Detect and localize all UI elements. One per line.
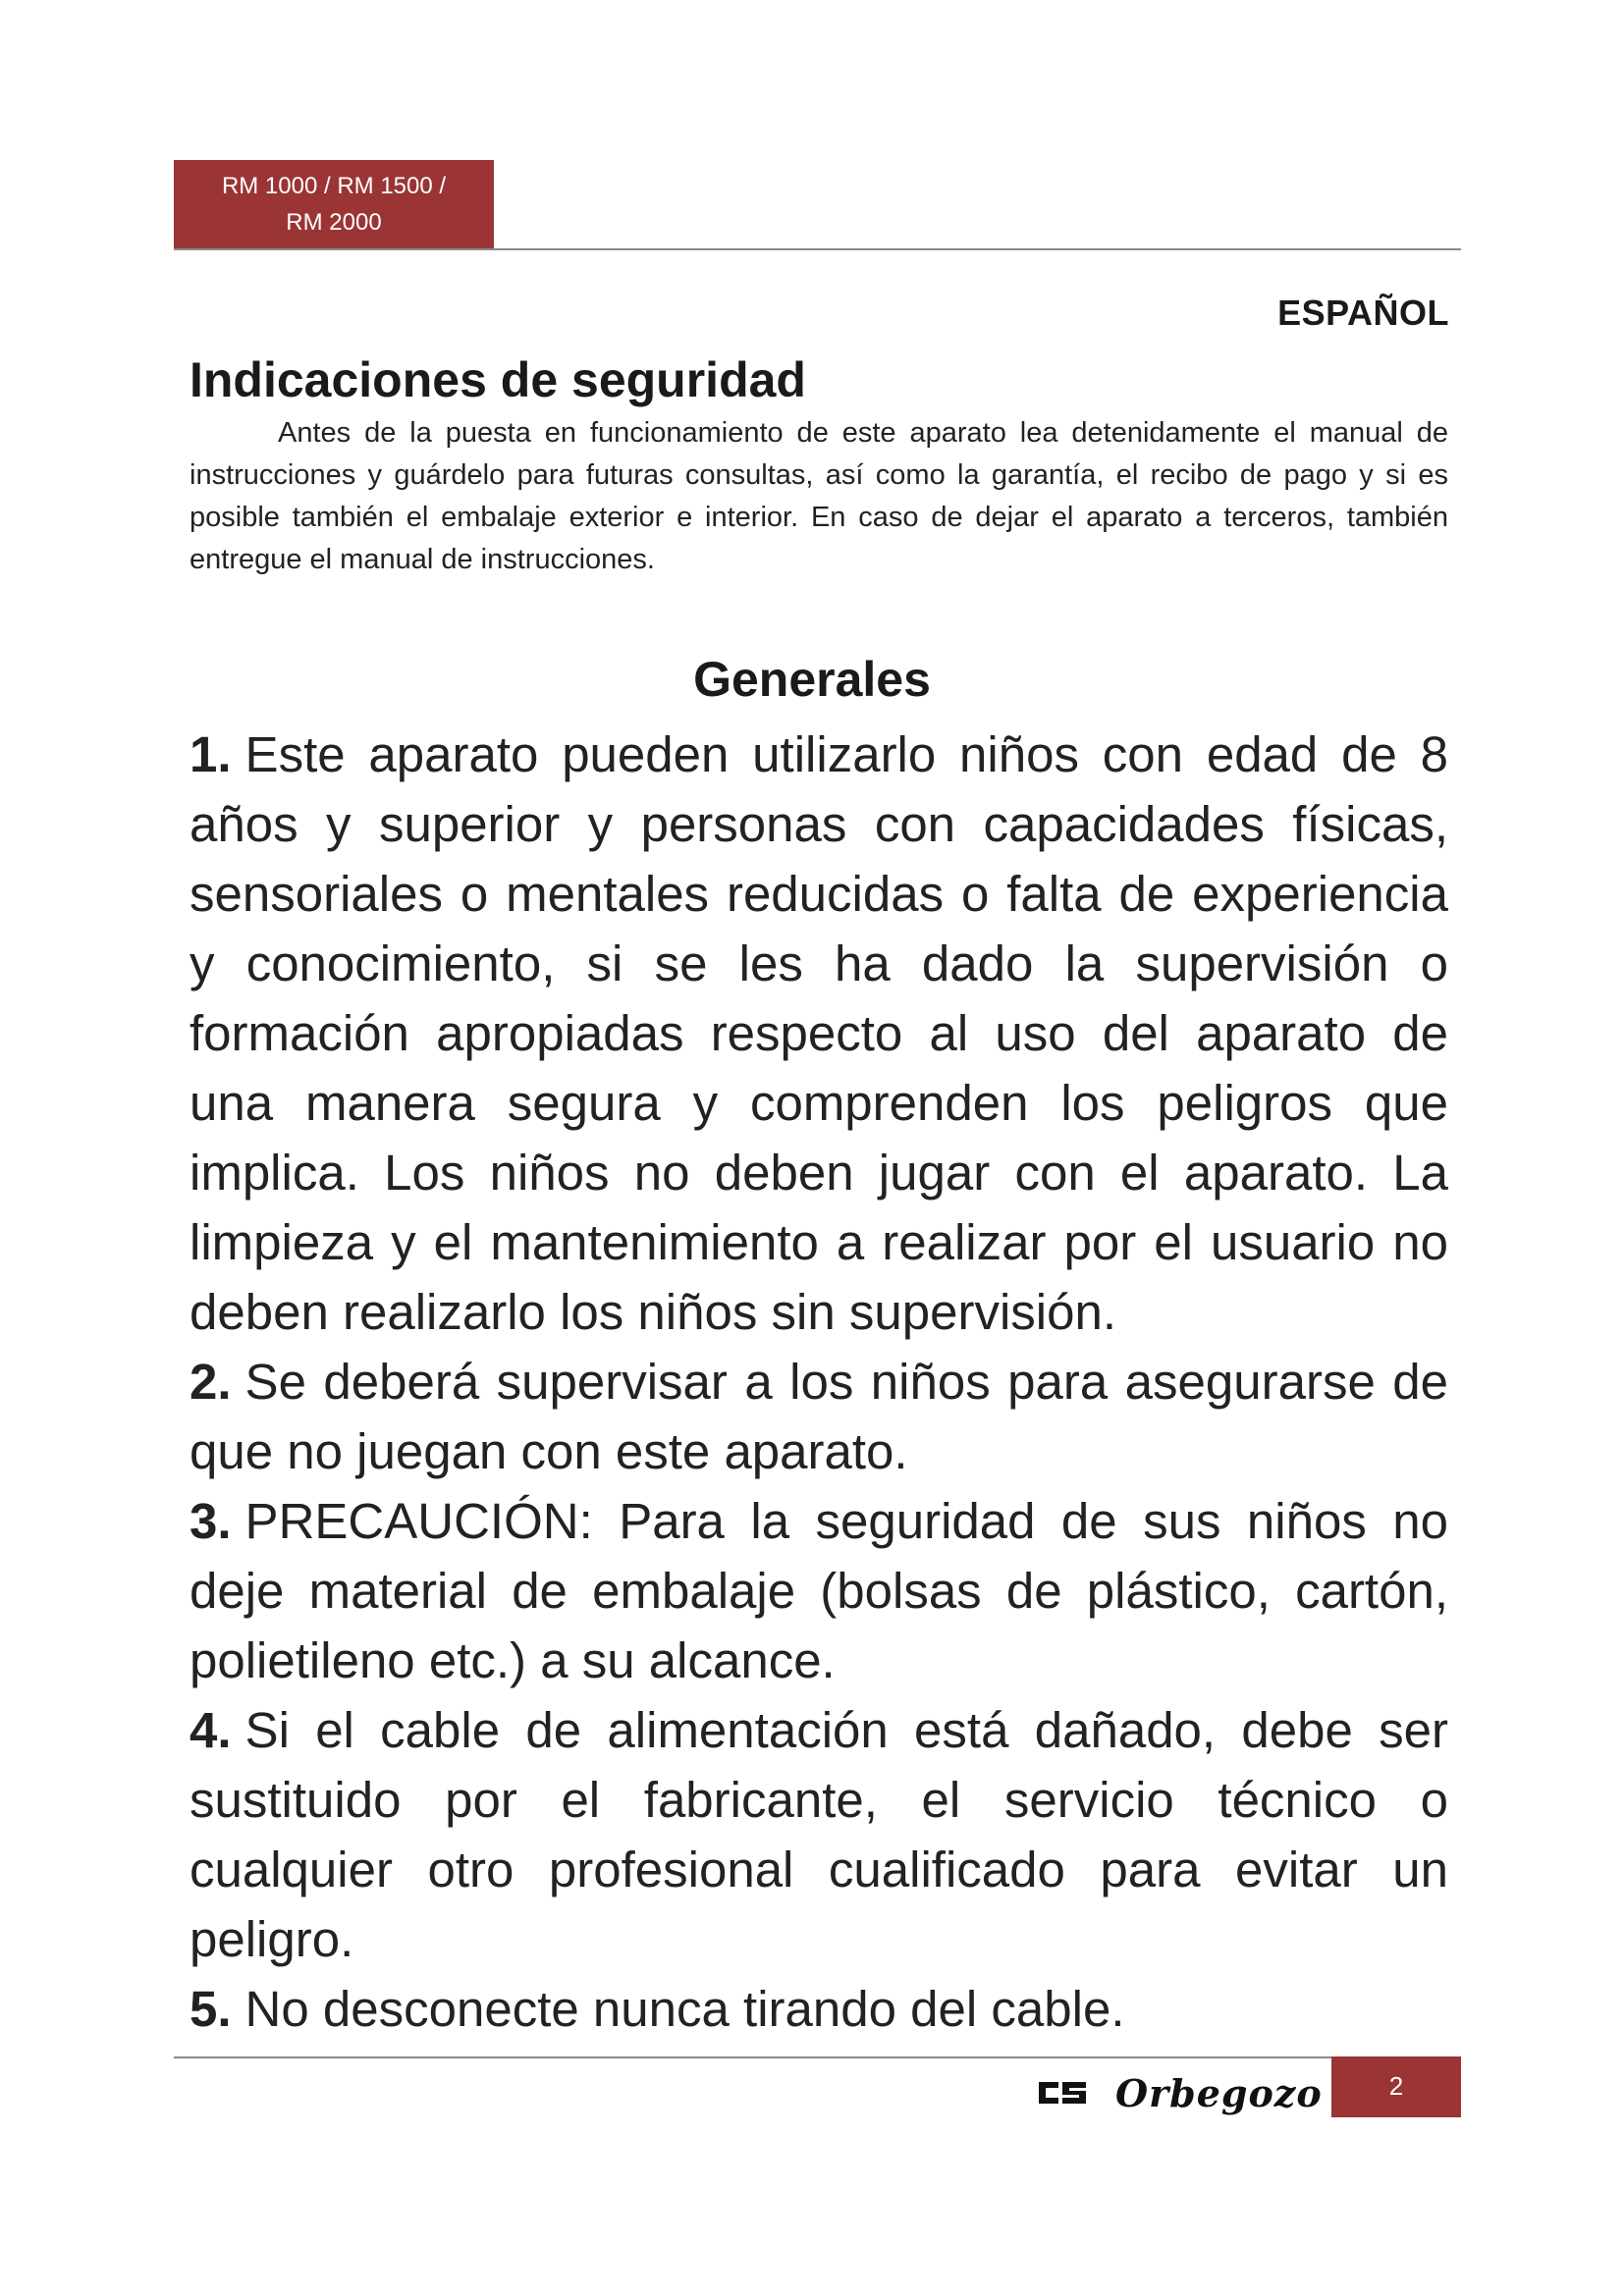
safety-items-list [189,720,1448,2044]
footer-divider [174,2056,1461,2058]
intro-paragraph: Antes de la puesta en funcionamiento de este aparato lea detenidamente el manual de instrucciones y guárdelo para futuras consultas, así como la garantía, el recibo de pago y si es posible también el embalaje exterior e interior. En caso de dejar el aparato a terceros, también entregue el manual de instrucciones. [189,417,1448,575]
safety-item [189,1486,1448,1695]
item-text: Se deberá supervisar a los niños para asegurarse de que no juegan con este aparato. [189,1354,1448,1479]
safety-item [189,1974,1448,2044]
item-number: 4. [189,1702,232,1758]
item-number: 2. [189,1354,232,1410]
item-text: Este aparato pueden utilizarlo niños con edad de 8 años y superior y personas con capacidades físicas, sensoriales o mentales reducidas o falta de experiencia y conocimiento, si se les ha dado la supervisión o formación apropiadas respecto al uso del aparato de una manera segura y comprenden los peligros que implica. Los niños no deben jugar con el aparato. La limpieza y el mantenimiento a realizar por el usuario no deben realizarlo los niños sin supervisión. [189,726,1448,1340]
model-line-1: RM 1000 / RM 1500 / [221,173,447,199]
brand-mark-icon [1037,2078,1088,2108]
safety-item [189,720,1448,1347]
item-text: Si el cable de alimentación está dañado, debe ser sustituido por el fabricante, el servicio técnico o cualquier otro profesional cualificado para evitar un peligro. [189,1702,1448,1967]
safety-item [189,1695,1448,1974]
model-header-tab [174,160,494,248]
header-divider [174,248,1461,250]
item-number: 3. [189,1493,232,1549]
item-number: 1. [189,726,232,782]
page-number: 2 [1331,2056,1461,2117]
brand-logo-text: Orbegozo [1115,2070,1323,2115]
subsection-title-generales: Generales [693,652,931,707]
item-text: PRECAUCIÓN: Para la seguridad de sus niños no deje material de embalaje (bolsas de plástico, cartón, polietileno etc.) a su alcance. [189,1493,1448,1688]
section-title: Indicaciones de seguridad [189,352,806,407]
safety-item [189,1347,1448,1486]
item-number: 5. [189,1981,232,2037]
model-line-2: RM 2000 [286,209,382,236]
brand-logo [1037,2063,1327,2122]
language-label: ESPAÑOL [1277,293,1449,333]
item-text: No desconecte nunca tirando del cable. [244,1981,1125,2037]
